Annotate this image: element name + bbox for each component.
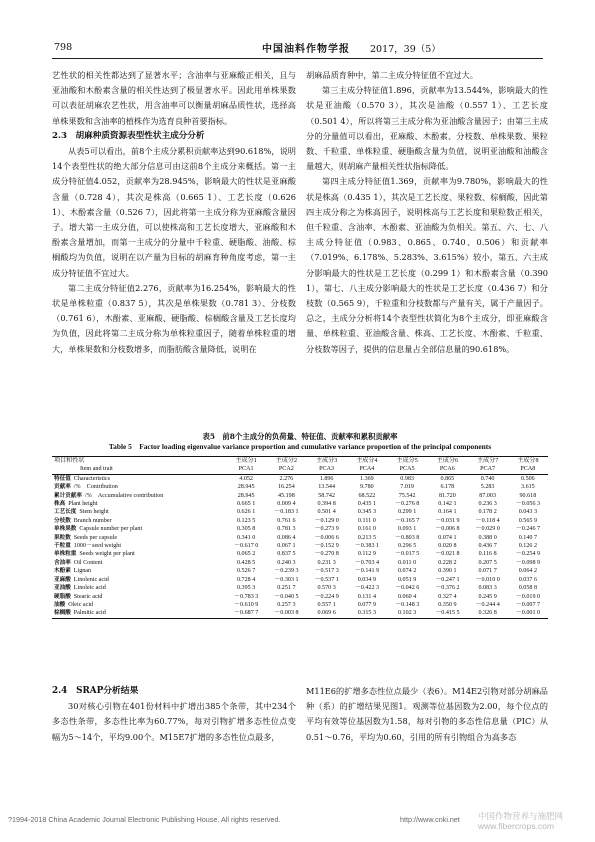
value-cell: 45.198 xyxy=(277,492,295,499)
value-cell: －0.247 1 xyxy=(435,576,460,583)
trait-name-cell xyxy=(52,483,226,491)
value-cell: －0.029 0 xyxy=(475,526,500,533)
value-cell: 0.240 3 xyxy=(277,559,296,566)
trait-name-cell xyxy=(52,576,226,584)
value-cell: 0.436 7 xyxy=(478,543,497,550)
pc-header: PCA7 xyxy=(468,465,508,474)
value-cell: －0.001 0 xyxy=(508,609,548,618)
value-cell: －0.019 0 xyxy=(515,593,541,600)
table-row xyxy=(52,542,548,550)
value-cell: 0.526 7 xyxy=(236,568,256,575)
running-header xyxy=(52,36,543,59)
pc-header: 主成分3 xyxy=(307,457,347,466)
trait-name-zh: 特征值 xyxy=(54,475,71,482)
item-header-en: Item and trait xyxy=(52,465,226,474)
trait-name-zh: 硬脂酸 xyxy=(54,593,71,600)
section-2-4-left xyxy=(52,684,296,745)
watermark xyxy=(478,811,563,831)
trait-name-en: /% Accumulative contribution xyxy=(84,492,164,499)
section-heading: 2.4 SRAP分析结果 xyxy=(52,686,139,696)
trait-name-en: Linoleic acid xyxy=(73,585,106,592)
value-cell: 0.390 1 xyxy=(438,568,457,575)
trait-name-zh: 分枝数 xyxy=(54,517,71,524)
table-row xyxy=(52,525,548,533)
section-heading: 2.3 胡麻种质资源表型性状主成分分析 xyxy=(52,130,205,141)
paragraph: M11E6的扩增多态性位点最少（表6）。M14E2引物对部分胡麻品种（系）的扩增结果见图1。观测等位基因数为2.00，每个位点的平均有效等位基因数为1.58，每对引物的多态性信息量（PIC）从0.51～0.76，平均为0.60，引用的所有引物组合为高多态 xyxy=(306,686,548,742)
value-cell: 0.207 5 xyxy=(478,559,497,566)
item-header-zh: 项目和性状 xyxy=(52,457,226,466)
trait-name-en: Characteristics xyxy=(73,475,111,482)
value-cell: 0.178 2 xyxy=(478,509,497,516)
watermark-text: 中国作物营养与施肥网 xyxy=(478,811,564,821)
value-cell: －0.415 5 xyxy=(427,609,467,618)
value-cell: 0.428 5 xyxy=(236,559,256,566)
value-cell: －0.118 4 xyxy=(475,517,500,524)
trait-name-en: /% Contribution xyxy=(73,484,118,491)
value-cell: 0.626 1 xyxy=(236,509,256,516)
trait-name-cell xyxy=(52,542,226,550)
trait-name-zh: 亚油酸 xyxy=(54,585,71,592)
value-cell: 75.542 xyxy=(398,492,416,499)
pc-header: 主成分7 xyxy=(468,457,508,466)
paragraph: 30对核心引物在401份材料中扩增出385个条带，其中234个多态性条带，多态性比率为60.77%，每对引物扩增多态性位点变幅为5～14个，平均9.00个。M15E7扩增的多态性位点最多， xyxy=(52,701,296,742)
table-row xyxy=(52,601,548,609)
value-cell: 0.086 4 xyxy=(277,534,296,541)
value-cell: 0.037 6 xyxy=(518,576,538,583)
value-cell: 2.276 xyxy=(279,475,294,482)
trait-name-en: Oleic acid xyxy=(68,601,94,608)
value-cell: －0.383 1 xyxy=(354,543,380,550)
value-cell: －0.610 9 xyxy=(233,601,259,608)
trait-name-zh: 亚麻酸 xyxy=(54,576,71,583)
trait-name-en: Seeds per capsule xyxy=(73,534,118,541)
trait-name-en: Oil Content xyxy=(73,559,103,566)
trait-name-cell xyxy=(52,584,226,592)
value-cell: －0.239 3 xyxy=(274,568,299,575)
pc-header: PCA2 xyxy=(266,465,306,474)
paragraph: 从表5可以看出，前8个主成分累积贡献率达到90.618%，说明14个表型性状的绝大部分信息可由这前8个主成分来概括。第一主成分特征值4.052，贡献率为28.945%，影响最大的性状是亚麻酸含量（0.728 4），其次是株高（0.665 1）、工艺长度（0.626 1）、木酚素含量（0.526 7），因此将第一主成分称为亚麻酸含量因子。增大第一主成分值，可以使株高和工艺长度增大，亚麻酸和木酚素含量增加，而第一主成分的分量中千粒重、硬脂酸、油酸、棕榈酸均为负值，说明在以产量为目标的胡麻育种角度考虑，第一主成分特征值不宜过大。 xyxy=(52,146,296,278)
value-cell: －0.422 3 xyxy=(354,585,380,592)
trait-name-cell xyxy=(52,550,226,558)
trait-name-zh: 单株果数 xyxy=(54,526,77,533)
pc-header: 主成分4 xyxy=(347,457,387,466)
paragraph: 第二主成分特征值2.276，贡献率为16.254%，影响最大的性状是单株粒重（0.837 5），其次是单株果数（0.781 3）、分枝数（0.761 6），木酚素、亚麻酸、硬脂酸、棕榈酸含量及工艺长度均为负值，因此将第二主成分称为单株粒重因子，随着单株粒重的增大，单株果数和分枝数增多，而脂肪酸含量降低，说明在 xyxy=(52,282,296,354)
table-row xyxy=(52,534,548,542)
trait-name-en: Plant height xyxy=(68,501,98,508)
trait-name-cell xyxy=(52,525,226,533)
value-cell: 0.111 0 xyxy=(357,517,376,524)
value-cell: 0.051 9 xyxy=(397,576,417,583)
value-cell: 0.074 1 xyxy=(438,534,457,541)
table-header-row xyxy=(52,457,548,466)
value-cell: 90.618 xyxy=(519,492,537,499)
value-cell: 0.102 3 xyxy=(387,609,427,618)
value-cell: －0.537 1 xyxy=(314,576,339,583)
pc-header: PCA6 xyxy=(427,465,467,474)
value-cell: 1.896 xyxy=(319,475,334,482)
table-row xyxy=(52,500,548,508)
trait-name-zh: 千粒重 xyxy=(54,543,71,550)
pc-header: PCA3 xyxy=(307,465,347,474)
trait-name-cell xyxy=(52,601,226,609)
value-cell: 13.544 xyxy=(318,484,335,491)
pc-header: 主成分1 xyxy=(226,457,266,466)
value-cell: 0.067 1 xyxy=(277,543,296,550)
value-cell: 0.058 8 xyxy=(518,585,538,592)
value-cell: 0.213 5 xyxy=(357,534,377,541)
value-cell: 0.020 8 xyxy=(438,543,457,550)
value-cell: －0.244 4 xyxy=(475,601,500,608)
value-cell: －0.152 9 xyxy=(314,543,339,550)
value-cell: －0.687 7 xyxy=(226,609,266,618)
value-cell: 87.003 xyxy=(479,492,496,499)
trait-name-cell xyxy=(52,517,226,525)
value-cell: －0.517 3 xyxy=(314,568,339,575)
right-column xyxy=(306,68,548,357)
principal-component-table xyxy=(52,456,548,619)
value-cell: 0.865 xyxy=(440,475,455,482)
value-cell: －0.007 7 xyxy=(515,601,541,608)
trait-name-cell xyxy=(52,534,226,542)
value-cell: －0.148 3 xyxy=(394,601,420,608)
value-cell: －0.703 4 xyxy=(354,559,380,566)
pc-header: 主成分8 xyxy=(508,457,548,466)
value-cell: －0.006 8 xyxy=(435,526,460,533)
value-cell: 0.395 3 xyxy=(236,585,256,592)
trait-name-zh: 株高 xyxy=(54,501,66,508)
trait-name-zh: 累计贡献率 xyxy=(54,492,82,499)
value-cell: 0.231 3 xyxy=(317,559,336,566)
value-cell: 0.837 5 xyxy=(277,551,296,558)
value-cell: －0.803 8 xyxy=(394,534,420,541)
value-cell: 0.781 3 xyxy=(277,526,296,533)
left-column xyxy=(52,68,296,357)
value-cell: －0.003 8 xyxy=(266,609,306,618)
trait-name-en: Stearic acid xyxy=(73,593,103,600)
value-cell: －0.040 5 xyxy=(274,593,299,600)
table-row xyxy=(52,483,548,491)
value-cell: －0.017 5 xyxy=(394,551,420,558)
value-cell: 0.983 xyxy=(400,475,414,482)
value-cell: 5.283 xyxy=(480,484,495,491)
value-cell: 0.140 7 xyxy=(518,534,538,541)
table-row xyxy=(52,584,548,592)
value-cell: 0.034 9 xyxy=(357,576,377,583)
value-cell: －0.165 7 xyxy=(394,517,420,524)
trait-name-cell xyxy=(52,567,226,575)
value-cell: 0.112 9 xyxy=(357,551,376,558)
value-cell: 0.740 xyxy=(480,475,495,482)
value-cell: －0.276 8 xyxy=(394,501,420,508)
trait-name-en: Branch number xyxy=(73,517,112,524)
pc-header: PCA1 xyxy=(226,465,266,474)
value-cell: 0.305 8 xyxy=(236,526,256,533)
value-cell: 0.326 8 xyxy=(468,609,508,618)
value-cell: 0.071 7 xyxy=(478,568,497,575)
value-cell: －0.254 9 xyxy=(515,551,541,558)
paragraph: 第三主成分特征值1.896，贡献率为13.544%，影响最大的性状是亚油酸（0.570 3），其次是油酸（0.557 1）、工艺长度（0.501 4），所以将第三主成分称为亚油酸含量因子；由第三主成分的分量值可以看出，亚麻酸、木酚素、分枝数、单株果数、果粒数、千粒重、单株粒重、硬脂酸含量为负值，说明亚油酸和油酸含量越大，则胡麻产量相关性状指标降低。 xyxy=(306,85,548,172)
value-cell: 28.945 xyxy=(237,492,255,499)
value-cell: 0.350 9 xyxy=(438,601,457,608)
value-cell: 9.780 xyxy=(360,484,374,491)
value-cell: 0.043 3 xyxy=(518,509,538,516)
paragraph: 第四主成分特征值1.369，贡献率为9.780%，影响最大的性状是株高（0.435 1），其次是工艺长度、果粒数、棕榈酸，因此第四主成分称之为株高因子，说明株高与工艺长度和果粒数正相关，但千粒重、含油率、木酚素、亚油酸为负相关。第五、六、七、八主成分特征值（0.983、0.865、0.740、0.506）和贡献率（7.019%、6.178%、5.283%、3.615%）较小，第五、六主成分影响最大的性状是工艺长度（0.299 1）和木酚素含量（0.390 1），第七、八主成分影响最大的性状是工艺长度（0.436 7）和分枝数（0.565 9），千粒重和分枝数都与产量有关，属于产量因子。总之，主成分分析将14个表型性状简化为8个主成分，即亚麻酸含量、单株粒重、亚油酸含量、株高、工艺长度、木酚素、千粒重、分枝数等因子，提供的信息量占全部信息量的90.618%。 xyxy=(306,176,548,354)
trait-name-cell xyxy=(52,559,226,567)
value-cell: 7.019 xyxy=(400,484,414,491)
trait-name-cell xyxy=(52,474,226,483)
value-cell: 28.945 xyxy=(237,484,255,491)
value-cell: －0.141 9 xyxy=(354,568,380,575)
value-cell: 0.251 7 xyxy=(277,585,296,592)
footer-link[interactable]: http://www.cnki.net xyxy=(400,815,460,824)
value-cell: －0.042 6 xyxy=(394,585,420,592)
value-cell: 0.142 1 xyxy=(438,501,457,508)
value-cell: 81.720 xyxy=(438,492,456,499)
value-cell: －0.783 3 xyxy=(233,593,259,600)
pc-header: 主成分2 xyxy=(266,457,306,466)
table-row xyxy=(52,576,548,584)
value-cell: 0.236 3 xyxy=(478,501,497,508)
value-cell: －0.224 9 xyxy=(314,593,339,600)
table-row xyxy=(52,559,548,567)
trait-name-cell xyxy=(52,593,226,601)
value-cell: －0.098 9 xyxy=(515,559,541,566)
pc-header: 主成分5 xyxy=(387,457,427,466)
value-cell: －0.273 9 xyxy=(314,526,339,533)
table-row xyxy=(52,609,548,618)
trait-name-zh: 果粒数 xyxy=(54,534,71,541)
trait-name-en: Lignan xyxy=(73,568,92,575)
value-cell: 0.761 6 xyxy=(277,517,296,524)
value-cell: 0.315 3 xyxy=(347,609,387,618)
table-row xyxy=(52,517,548,525)
value-cell: 1.369 xyxy=(360,475,374,482)
trait-name-zh: 工艺长度 xyxy=(54,509,77,516)
value-cell: 3.615 xyxy=(521,484,535,491)
value-cell: 0.665 1 xyxy=(236,501,256,508)
journal-year-volume: 2017，39（5） xyxy=(370,44,441,55)
table-caption-zh: 表5 前8个主成分的负荷量、特征值、贡献率和累积贡献率 xyxy=(202,432,398,441)
value-cell: 0.435 1 xyxy=(357,501,377,508)
value-cell: 0.345 3 xyxy=(357,509,377,516)
table-row xyxy=(52,492,548,500)
paragraph: 胡麻品质育种中，第二主成分特征值不宜过大。 xyxy=(306,70,478,80)
page-number: 798 xyxy=(54,42,73,53)
value-cell: 0.161 0 xyxy=(357,526,377,533)
pc-header: PCA4 xyxy=(347,465,387,474)
value-cell: 0.126 2 xyxy=(518,543,538,550)
pc-header: 主成分6 xyxy=(427,457,467,466)
value-cell: 6.178 xyxy=(440,484,455,491)
trait-name-en: Capsule number per plant xyxy=(79,526,143,533)
trait-name-cell xyxy=(52,508,226,516)
value-cell: －0.376 2 xyxy=(435,585,460,592)
table-row xyxy=(52,593,548,601)
value-cell: －0.617 0 xyxy=(233,543,259,550)
value-cell: －0.031 9 xyxy=(435,517,460,524)
trait-name-cell xyxy=(52,492,226,500)
value-cell: 0.388 0 xyxy=(478,534,497,541)
value-cell: 0.011 0 xyxy=(398,559,417,566)
value-cell: 0.131 4 xyxy=(357,593,377,600)
value-cell: 0.164 1 xyxy=(438,509,457,516)
value-cell: 0.506 xyxy=(521,475,535,482)
value-cell: 58.742 xyxy=(318,492,335,499)
value-cell: －0.006 6 xyxy=(314,534,339,541)
value-cell: －0.129 0 xyxy=(314,517,339,524)
table-row xyxy=(52,550,548,558)
trait-name-zh: 油酸 xyxy=(54,601,66,608)
value-cell: 0.228 2 xyxy=(438,559,457,566)
table-row xyxy=(52,474,548,483)
value-cell: 0.257 3 xyxy=(277,601,296,608)
section-2-4-right xyxy=(306,684,548,745)
value-cell: 0.394 8 xyxy=(317,501,336,508)
trait-name-zh: 木酚素 xyxy=(54,568,71,575)
trait-name-zh: 贡献率 xyxy=(54,484,71,491)
value-cell: 4.052 xyxy=(239,475,253,482)
value-cell: 0.341 0 xyxy=(236,534,256,541)
value-cell: 0.557 1 xyxy=(317,601,336,608)
value-cell: 0.565 9 xyxy=(518,517,538,524)
value-cell: 0.570 3 xyxy=(317,585,336,592)
table-body xyxy=(52,474,548,618)
watermark-url: www.fibercrops.com xyxy=(478,821,555,831)
trait-name-en: Seeds weight per plant xyxy=(79,551,135,558)
table-header-row xyxy=(52,465,548,474)
value-cell: 0.501 4 xyxy=(317,509,336,516)
pc-header: PCA5 xyxy=(387,465,427,474)
table-row xyxy=(52,508,548,516)
value-cell: 0.299 1 xyxy=(397,509,417,516)
value-cell: 0.074 2 xyxy=(397,568,417,575)
value-cell: 0.064 2 xyxy=(518,568,538,575)
value-cell: 0.327 4 xyxy=(438,593,457,600)
value-cell: －0.270 8 xyxy=(314,551,339,558)
trait-name-en: Stem height xyxy=(79,509,109,516)
trait-name-zh: 含油率 xyxy=(54,559,71,566)
trait-name-zh: 单株粒重 xyxy=(54,551,77,558)
paragraph: 艺性状的相关性都达到了显著水平；含油率与亚麻酸正相关，且与亚油酸和木酚素含量的相关性达到了极显著水平。因此用单株果数可以表征胡麻农艺性状，用含油率可以衡量胡麻品质性状，选择高单株果数和含油率的植株作为选育良种首要指标。 xyxy=(52,70,296,126)
trait-name-cell xyxy=(52,500,226,508)
value-cell: －0.056 3 xyxy=(515,501,541,508)
value-cell: 16.254 xyxy=(277,484,295,491)
value-cell: 0.296 5 xyxy=(397,543,417,550)
value-cell: －0.021 8 xyxy=(435,551,460,558)
value-cell: 68.522 xyxy=(358,492,376,499)
value-cell: 0.083 3 xyxy=(478,585,497,592)
table-row xyxy=(52,567,548,575)
value-cell: 0.065 2 xyxy=(236,551,256,558)
copyright-text: ?1994-2018 China Academic Journal Electronic Publishing House. All rights reserved. xyxy=(8,815,281,824)
trait-name-en: Linolenic acid xyxy=(73,576,109,583)
value-cell: 0.123 5 xyxy=(236,517,256,524)
value-cell: 0.009 4 xyxy=(277,501,296,508)
trait-name-en: Palmitic acid xyxy=(73,610,106,617)
table-caption-en: Table 5 Factor loading eigenvalue variance proportion and cumulative variance proportion of the principal components xyxy=(108,442,492,451)
value-cell: －0.246 7 xyxy=(515,526,541,533)
value-cell: 0.077 9 xyxy=(357,601,377,608)
trait-name-cell xyxy=(52,609,226,618)
value-cell: 0.245 9 xyxy=(478,593,497,600)
value-cell: －0.010 0 xyxy=(475,576,500,583)
pc-header: PCA8 xyxy=(508,465,548,474)
value-cell: 0.093 1 xyxy=(397,526,417,533)
value-cell: 0.728 4 xyxy=(236,576,256,583)
value-cell: 0.069 6 xyxy=(307,609,347,618)
trait-name-zh: 棕榈酸 xyxy=(54,610,71,617)
value-cell: －0.303 1 xyxy=(274,576,299,583)
value-cell: 0.060 4 xyxy=(397,593,417,600)
journal-title: 中国油料作物学报 xyxy=(262,44,350,55)
value-cell: －0.183 1 xyxy=(274,509,299,516)
value-cell: 0.116 8 xyxy=(478,551,497,558)
trait-name-en: 1000－seed weight xyxy=(73,543,122,550)
